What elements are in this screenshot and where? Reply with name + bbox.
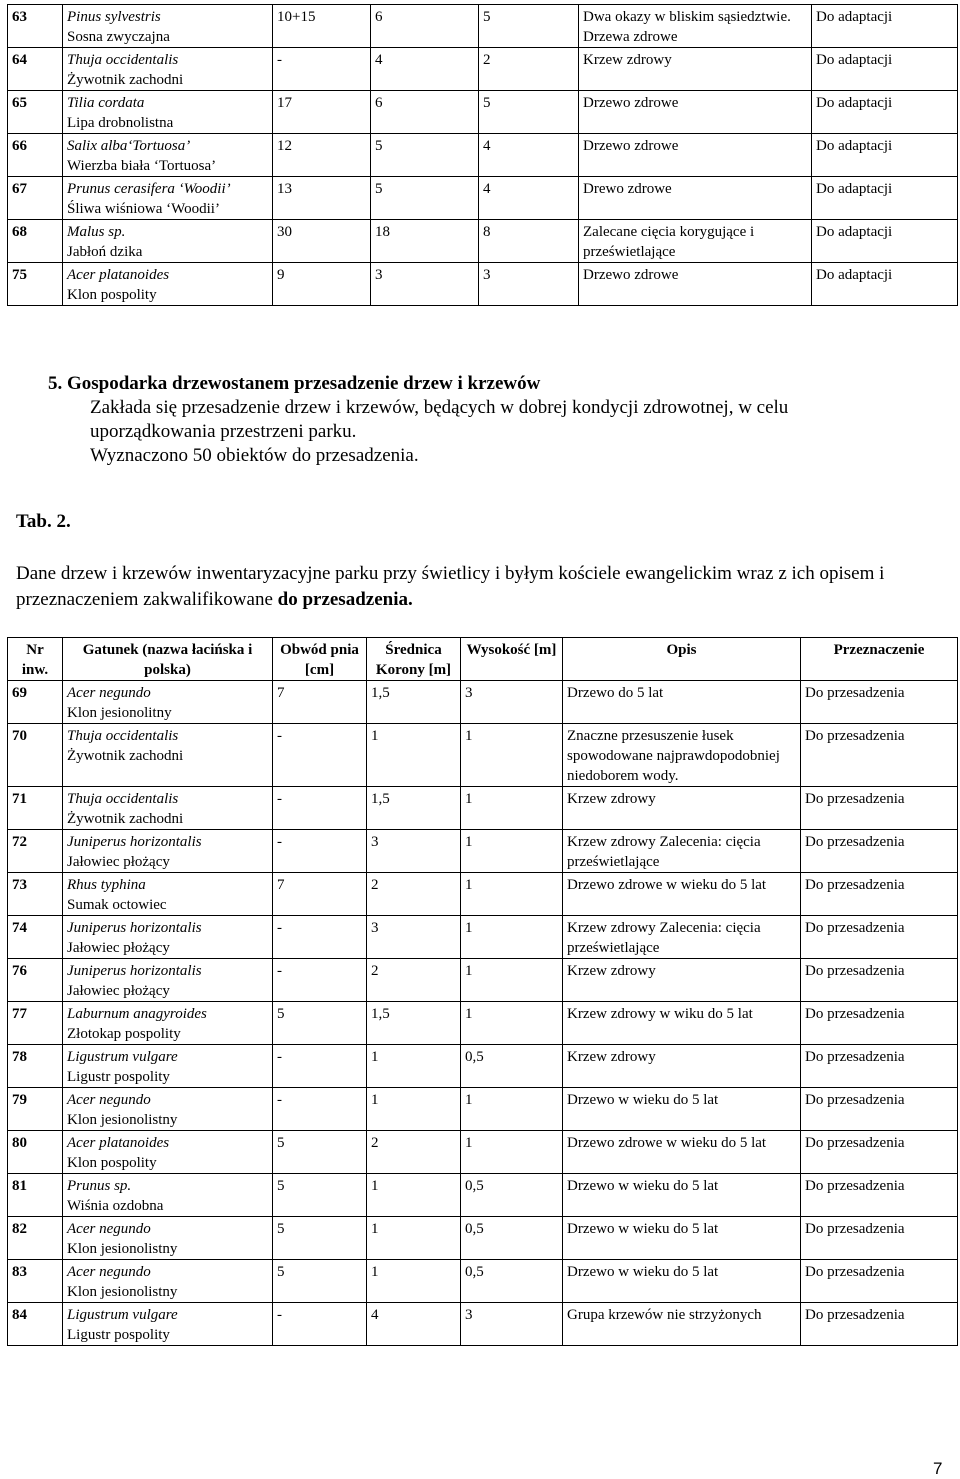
cell-gatunek (63, 1131, 273, 1174)
cell-gatunek (63, 959, 273, 1002)
species-latin: Juniperus horizontalis (67, 963, 202, 979)
cell-srednica: 1 (367, 1217, 461, 1260)
cell-nr: 73 (8, 873, 63, 916)
cell-opis: Krzew zdrowy (563, 1045, 801, 1088)
cell-obwod: 10+15 (273, 5, 371, 48)
species-polish: Klon jesionolistny (67, 1241, 178, 1257)
cell-gatunek (63, 1174, 273, 1217)
table-caption (16, 561, 946, 613)
table-row (8, 91, 958, 134)
header-obwod: Obwód pnia [cm] (273, 638, 367, 681)
cell-nr: 65 (8, 91, 63, 134)
cell-opis: Krzew zdrowy Zalecenia: cięcia prześwietlające (563, 830, 801, 873)
cell-srednica: 2 (367, 1131, 461, 1174)
cell-obwod: - (273, 1088, 367, 1131)
cell-srednica: 3 (367, 916, 461, 959)
cell-obwod: - (273, 830, 367, 873)
cell-nr: 84 (8, 1303, 63, 1346)
species-polish: Klon pospolity (67, 1155, 157, 1171)
cell-przeznaczenie: Do przesadzenia (801, 1088, 958, 1131)
cell-gatunek (63, 830, 273, 873)
species-latin: Rhus typhina (67, 877, 146, 893)
cell-nr: 83 (8, 1260, 63, 1303)
cell-obwod: 5 (273, 1260, 367, 1303)
cell-wysokosc: 0,5 (461, 1217, 563, 1260)
cell-obwod: 30 (273, 220, 371, 263)
cell-przeznaczenie: Do adaptacji (812, 5, 958, 48)
cell-przeznaczenie: Do przesadzenia (801, 873, 958, 916)
cell-opis: Drzewo w wieku do 5 lat (563, 1260, 801, 1303)
cell-nr: 78 (8, 1045, 63, 1088)
species-latin: Acer negundo (67, 685, 151, 701)
cell-obwod: 7 (273, 873, 367, 916)
cell-srednica: 4 (371, 48, 479, 91)
cell-opis: Drzewo w wieku do 5 lat (563, 1088, 801, 1131)
table-row (8, 1045, 958, 1088)
species-latin: Thuja occidentalis (67, 791, 179, 807)
cell-przeznaczenie: Do przesadzenia (801, 959, 958, 1002)
cell-opis: Drzewo do 5 lat (563, 681, 801, 724)
cell-obwod: - (273, 787, 367, 830)
caption-bold: do przesadzenia. (277, 589, 413, 610)
species-latin: Prunus cerasifera ‘Woodii’ (67, 181, 231, 197)
species-latin: Ligustrum vulgare (67, 1049, 178, 1065)
cell-srednica: 1,5 (367, 787, 461, 830)
species-latin: Tilia cordata (67, 95, 145, 111)
adaptation-table (7, 4, 958, 306)
species-latin: Laburnum anagyroides (67, 1006, 207, 1022)
table-row (8, 1260, 958, 1303)
table-row (8, 959, 958, 1002)
cell-opis: Drzewo zdrowe w wieku do 5 lat (563, 1131, 801, 1174)
cell-nr: 72 (8, 830, 63, 873)
table-row (8, 873, 958, 916)
table-row (8, 787, 958, 830)
table-row (8, 1002, 958, 1045)
cell-srednica: 3 (367, 830, 461, 873)
cell-obwod: - (273, 916, 367, 959)
cell-wysokosc: 0,5 (461, 1260, 563, 1303)
species-latin: Acer negundo (67, 1221, 151, 1237)
section-heading (48, 372, 928, 396)
cell-obwod: - (273, 48, 371, 91)
header-gatunek: Gatunek (nazwa łacińska i polska) (63, 638, 273, 681)
cell-gatunek (63, 1045, 273, 1088)
cell-wysokosc: 4 (479, 177, 579, 220)
cell-nr: 82 (8, 1217, 63, 1260)
cell-przeznaczenie: Do adaptacji (812, 134, 958, 177)
cell-obwod: 17 (273, 91, 371, 134)
cell-nr: 81 (8, 1174, 63, 1217)
species-polish: Złotokap pospolity (67, 1026, 181, 1042)
table-label: Tab. 2. (16, 511, 71, 532)
cell-opis: Drzewo zdrowe (579, 134, 812, 177)
species-latin: Pinus sylvestris (67, 9, 161, 25)
section-line-2: uporządkowania przestrzeni parku. (90, 421, 357, 442)
cell-wysokosc: 3 (461, 1303, 563, 1346)
cell-wysokosc: 2 (479, 48, 579, 91)
table-row (8, 1088, 958, 1131)
cell-przeznaczenie: Do przesadzenia (801, 1131, 958, 1174)
cell-wysokosc: 0,5 (461, 1174, 563, 1217)
cell-obwod: - (273, 1303, 367, 1346)
cell-obwod: 13 (273, 177, 371, 220)
species-latin: Acer platanoides (67, 267, 170, 283)
cell-gatunek (63, 177, 273, 220)
cell-przeznaczenie: Do przesadzenia (801, 724, 958, 787)
species-polish: Jałowiec płożący (67, 854, 170, 870)
cell-wysokosc: 1 (461, 1002, 563, 1045)
cell-opis: Krzew zdrowy (563, 787, 801, 830)
cell-wysokosc: 1 (461, 959, 563, 1002)
species-polish: Jałowiec płożący (67, 940, 170, 956)
cell-gatunek (63, 1303, 273, 1346)
cell-opis: Drzewo w wieku do 5 lat (563, 1217, 801, 1260)
table-row (8, 263, 958, 306)
cell-przeznaczenie: Do przesadzenia (801, 1002, 958, 1045)
species-polish: Sosna zwyczajna (67, 29, 170, 45)
cell-wysokosc: 4 (479, 134, 579, 177)
species-latin: Juniperus horizontalis (67, 834, 202, 850)
cell-gatunek (63, 1217, 273, 1260)
cell-przeznaczenie: Do adaptacji (812, 220, 958, 263)
species-polish: Klon jesionolistny (67, 1112, 178, 1128)
cell-gatunek (63, 1260, 273, 1303)
cell-przeznaczenie: Do przesadzenia (801, 1174, 958, 1217)
cell-nr: 71 (8, 787, 63, 830)
species-latin: Acer platanoides (67, 1135, 170, 1151)
cell-srednica: 6 (371, 5, 479, 48)
cell-wysokosc: 1 (461, 916, 563, 959)
cell-wysokosc: 5 (479, 91, 579, 134)
cell-obwod: - (273, 724, 367, 787)
cell-gatunek (63, 134, 273, 177)
cell-przeznaczenie: Do adaptacji (812, 177, 958, 220)
table-row (8, 681, 958, 724)
cell-opis: Krzew zdrowy (579, 48, 812, 91)
cell-gatunek (63, 1002, 273, 1045)
cell-wysokosc: 1 (461, 724, 563, 787)
cell-opis: Drzewo w wieku do 5 lat (563, 1174, 801, 1217)
species-latin: Malus sp. (67, 224, 126, 240)
table-row (8, 5, 958, 48)
section-line-1: Zakłada się przesadzenie drzew i krzewów, będących w dobrej kondycji zdrowotnej, w celu (90, 397, 789, 418)
species-polish: Klon jesionolitny (67, 705, 172, 721)
table-row (8, 1217, 958, 1260)
cell-opis: Drewo zdrowe (579, 177, 812, 220)
species-polish: Jałowiec płożący (67, 983, 170, 999)
table-row (8, 134, 958, 177)
cell-przeznaczenie: Do przesadzenia (801, 787, 958, 830)
species-latin: Salix alba‘Tortuosa’ (67, 138, 191, 154)
section-number: 5. (48, 373, 63, 394)
cell-nr: 70 (8, 724, 63, 787)
cell-przeznaczenie: Do przesadzenia (801, 916, 958, 959)
table-row (8, 177, 958, 220)
cell-srednica: 5 (371, 134, 479, 177)
cell-gatunek (63, 263, 273, 306)
cell-wysokosc: 1 (461, 873, 563, 916)
table-header-row (8, 638, 958, 681)
cell-wysokosc: 0,5 (461, 1045, 563, 1088)
cell-obwod: - (273, 959, 367, 1002)
cell-opis: Drzewo zdrowe (579, 91, 812, 134)
cell-nr: 74 (8, 916, 63, 959)
cell-gatunek (63, 916, 273, 959)
cell-przeznaczenie: Do przesadzenia (801, 830, 958, 873)
cell-nr: 63 (8, 5, 63, 48)
cell-srednica: 1 (367, 1088, 461, 1131)
cell-opis: Dwa okazy w bliskim sąsiedztwie. Drzewa zdrowe (579, 5, 812, 48)
header-nr: Nr inw. (8, 638, 63, 681)
cell-opis: Krzew zdrowy w wiku do 5 lat (563, 1002, 801, 1045)
cell-przeznaczenie: Do adaptacji (812, 263, 958, 306)
header-opis: Opis (563, 638, 801, 681)
cell-obwod: - (273, 1045, 367, 1088)
header-przeznaczenie: Przeznaczenie (801, 638, 958, 681)
cell-srednica: 1 (367, 724, 461, 787)
cell-nr: 68 (8, 220, 63, 263)
cell-nr: 64 (8, 48, 63, 91)
cell-srednica: 1 (367, 1174, 461, 1217)
cell-obwod: 7 (273, 681, 367, 724)
cell-przeznaczenie: Do przesadzenia (801, 1045, 958, 1088)
cell-gatunek (63, 220, 273, 263)
species-latin: Juniperus horizontalis (67, 920, 202, 936)
page-number: 7 (933, 1459, 943, 1478)
cell-srednica: 1,5 (367, 1002, 461, 1045)
species-polish: Lipa drobnolistna (67, 115, 174, 131)
species-latin: Ligustrum vulgare (67, 1307, 178, 1323)
cell-wysokosc: 3 (461, 681, 563, 724)
cell-wysokosc: 1 (461, 830, 563, 873)
cell-opis: Znaczne przesuszenie łusek spowodowane najprawdopodobniej niedoborem wody. (563, 724, 801, 787)
cell-wysokosc: 8 (479, 220, 579, 263)
cell-srednica: 4 (367, 1303, 461, 1346)
species-polish: Sumak octowiec (67, 897, 167, 913)
species-polish: Ligustr pospolity (67, 1327, 170, 1343)
cell-opis: Krzew zdrowy Zalecenia: cięcia prześwietlające (563, 916, 801, 959)
header-wysokosc: Wysokość [m] (461, 638, 563, 681)
species-polish: Jabłoń dzika (67, 244, 143, 260)
section-title: Gospodarka drzewostanem przesadzenie drzew i krzewów (67, 373, 541, 394)
cell-obwod: 5 (273, 1002, 367, 1045)
cell-przeznaczenie: Do przesadzenia (801, 681, 958, 724)
cell-srednica: 6 (371, 91, 479, 134)
cell-obwod: 5 (273, 1217, 367, 1260)
species-polish: Klon jesionolistny (67, 1284, 178, 1300)
table-row (8, 830, 958, 873)
cell-gatunek (63, 5, 273, 48)
species-latin: Acer negundo (67, 1264, 151, 1280)
species-polish: Ligustr pospolity (67, 1069, 170, 1085)
table-row (8, 220, 958, 263)
cell-wysokosc: 5 (479, 5, 579, 48)
cell-opis: Zalecane cięcia korygujące i prześwietlające (579, 220, 812, 263)
species-polish: Żywotnik zachodni (67, 811, 184, 827)
cell-gatunek (63, 1088, 273, 1131)
cell-wysokosc: 3 (479, 263, 579, 306)
cell-przeznaczenie: Do adaptacji (812, 48, 958, 91)
cell-srednica: 1 (367, 1260, 461, 1303)
cell-gatunek (63, 48, 273, 91)
cell-opis: Grupa krzewów nie strzyżonych (563, 1303, 801, 1346)
caption-text: Dane drzew i krzewów inwentaryzacyjne parku przy świetlicy i byłym kościele ewangelickim wraz z ich opisem i przeznaczeniem zakwalifikowane (16, 563, 885, 610)
cell-srednica: 2 (367, 873, 461, 916)
species-polish: Wierzba biała ‘Tortuosa’ (67, 158, 217, 174)
cell-nr: 76 (8, 959, 63, 1002)
cell-nr: 79 (8, 1088, 63, 1131)
cell-srednica: 5 (371, 177, 479, 220)
cell-gatunek (63, 91, 273, 134)
cell-przeznaczenie: Do przesadzenia (801, 1260, 958, 1303)
table-row (8, 1303, 958, 1346)
table-row (8, 1174, 958, 1217)
table-row (8, 916, 958, 959)
cell-obwod: 9 (273, 263, 371, 306)
cell-srednica: 1 (367, 1045, 461, 1088)
cell-srednica: 18 (371, 220, 479, 263)
cell-obwod: 5 (273, 1174, 367, 1217)
cell-opis: Drzewo zdrowe (579, 263, 812, 306)
species-polish: Żywotnik zachodni (67, 72, 184, 88)
cell-nr: 69 (8, 681, 63, 724)
cell-przeznaczenie: Do adaptacji (812, 91, 958, 134)
cell-obwod: 5 (273, 1131, 367, 1174)
species-polish: Klon pospolity (67, 287, 157, 303)
cell-srednica: 3 (371, 263, 479, 306)
species-polish: Śliwa wiśniowa ‘Woodii’ (67, 201, 220, 217)
cell-gatunek (63, 724, 273, 787)
cell-gatunek (63, 681, 273, 724)
cell-wysokosc: 1 (461, 1088, 563, 1131)
cell-srednica: 2 (367, 959, 461, 1002)
cell-opis: Drzewo zdrowe w wieku do 5 lat (563, 873, 801, 916)
cell-nr: 80 (8, 1131, 63, 1174)
cell-nr: 77 (8, 1002, 63, 1045)
cell-nr: 66 (8, 134, 63, 177)
table-row (8, 1131, 958, 1174)
cell-gatunek (63, 787, 273, 830)
cell-wysokosc: 1 (461, 787, 563, 830)
section-line-3: Wyznaczono 50 obiektów do przesadzenia. (90, 445, 419, 466)
species-latin: Thuja occidentalis (67, 52, 179, 68)
cell-wysokosc: 1 (461, 1131, 563, 1174)
table-row (8, 48, 958, 91)
cell-obwod: 12 (273, 134, 371, 177)
species-latin: Thuja occidentalis (67, 728, 179, 744)
cell-nr: 75 (8, 263, 63, 306)
cell-przeznaczenie: Do przesadzenia (801, 1303, 958, 1346)
cell-opis: Krzew zdrowy (563, 959, 801, 1002)
species-polish: Wiśnia ozdobna (67, 1198, 164, 1214)
species-latin: Prunus sp. (67, 1178, 132, 1194)
cell-srednica: 1,5 (367, 681, 461, 724)
header-srednica: Średnica Korony [m] (367, 638, 461, 681)
cell-przeznaczenie: Do przesadzenia (801, 1217, 958, 1260)
species-polish: Żywotnik zachodni (67, 748, 184, 764)
cell-gatunek (63, 873, 273, 916)
species-latin: Acer negundo (67, 1092, 151, 1108)
transplant-table (7, 637, 958, 1346)
cell-nr: 67 (8, 177, 63, 220)
table-row (8, 724, 958, 787)
section-5 (48, 372, 928, 468)
